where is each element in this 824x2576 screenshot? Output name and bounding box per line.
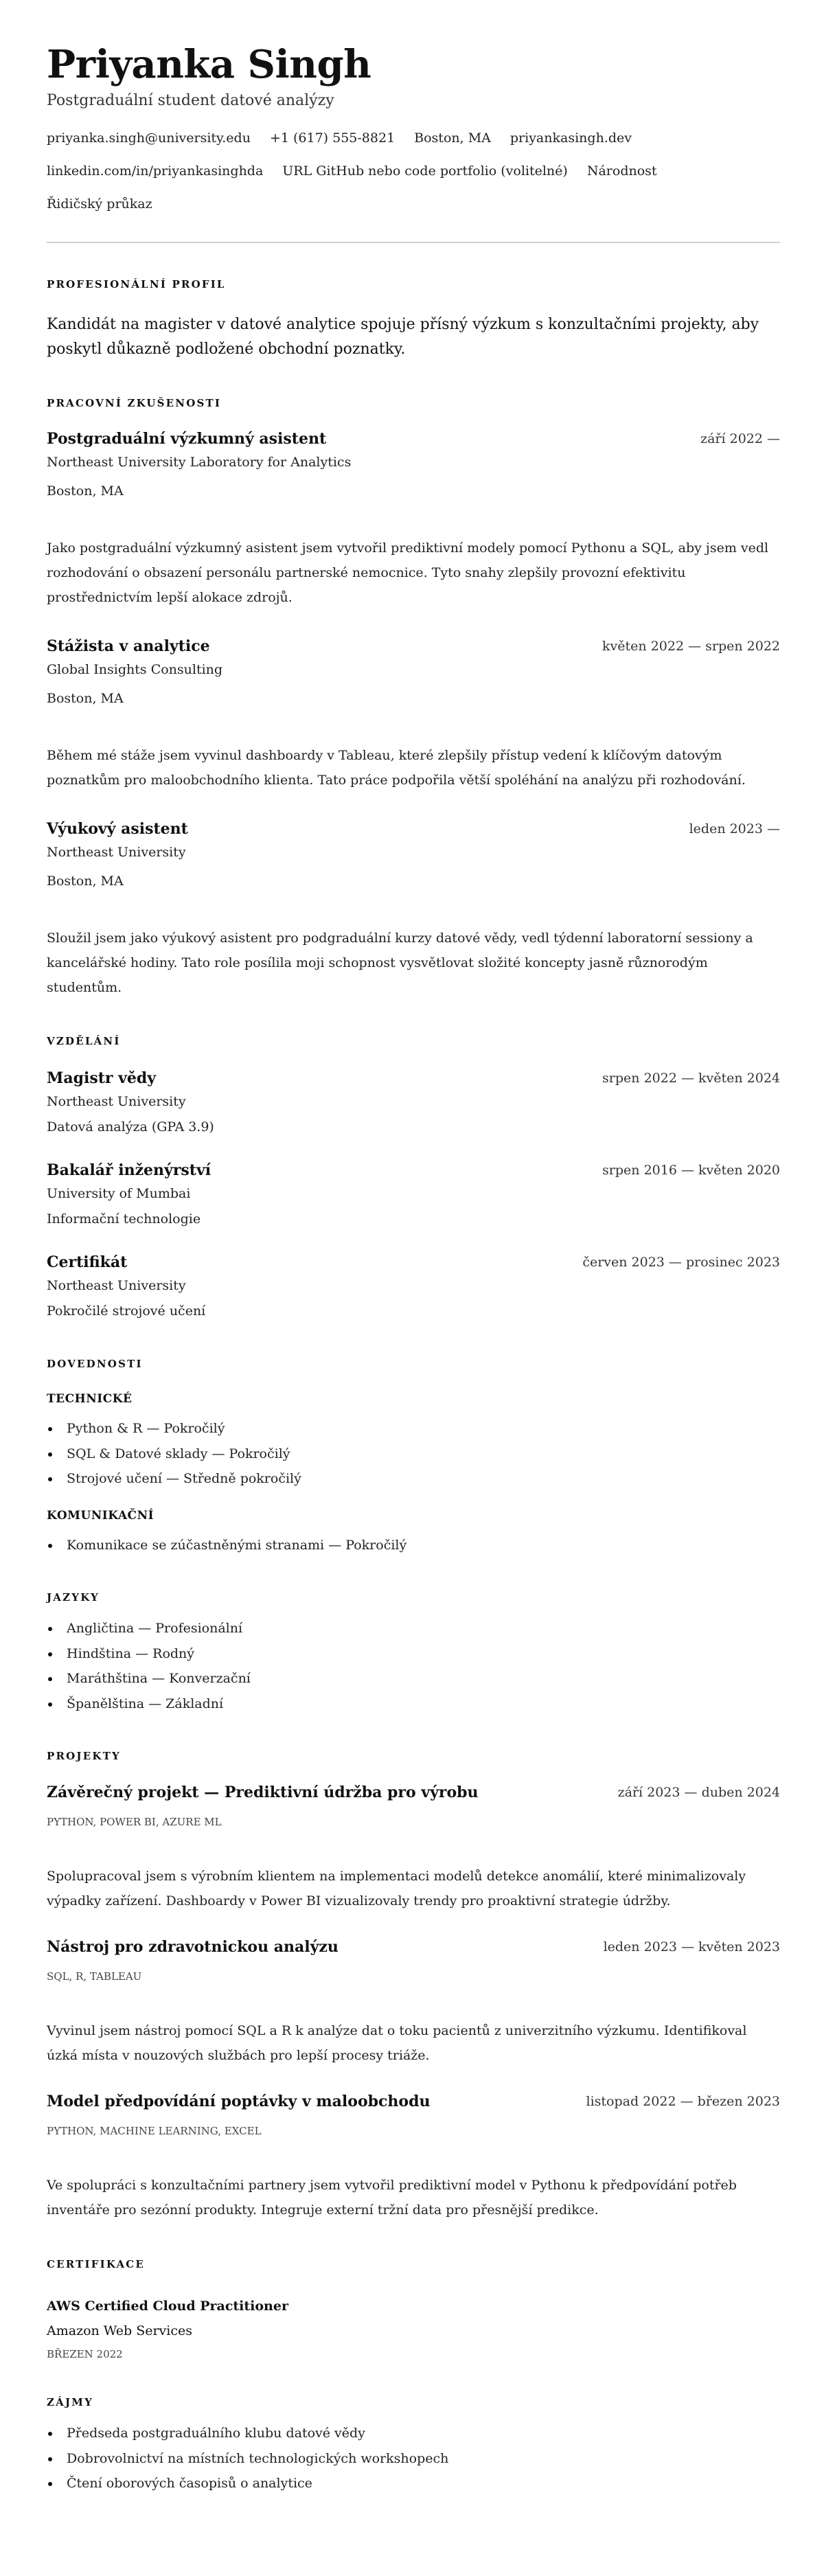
experience-item (47, 817, 780, 1000)
skill-list (47, 1533, 780, 1558)
job-company: Northeast University Laboratory for Analytics (47, 455, 352, 470)
certification-issuer: Amazon Web Services (47, 2323, 193, 2338)
contact-location: Boston, MA (414, 130, 491, 146)
section-heading: PRACOVNÍ ZKUŠENOSTI (47, 397, 222, 409)
school: University of Mumbai (47, 1186, 191, 1201)
section-heading: ZÁJMY (47, 2396, 93, 2408)
candidate-name: Priyanka Singh (47, 42, 371, 87)
section-heading: JAZYKY (47, 1591, 100, 1604)
project-item (47, 1935, 780, 2068)
job-date: září 2022 — (700, 431, 780, 446)
contact-github: URL GitHub nebo code portfolio (volitelné) (282, 163, 568, 179)
project-item (47, 2090, 780, 2222)
certification-date: BŘEZEN 2022 (47, 2348, 123, 2360)
education-item (47, 1159, 780, 1231)
interests-section (47, 2395, 780, 2496)
contact-nationality: Národnost (586, 163, 657, 179)
school: Northeast University (47, 1278, 186, 1293)
project-description: Vyvinul jsem nástroj pomocí SQL a R k analýze dat o toku pacientů z univerzitního výzkumu. Identifikoval úzká místa v nouzových službách pro lepší procesy triáže. (47, 2023, 747, 2063)
project-tags: PYTHON, MACHINE LEARNING, EXCEL (47, 2125, 262, 2137)
section-heading: DOVEDNOSTI (47, 1358, 143, 1370)
degree: Certifikát (47, 1253, 128, 1271)
project-title: Model předpovídání poptávky v maloobchodu (47, 2093, 431, 2110)
job-date: květen 2022 — srpen 2022 (602, 639, 780, 654)
project-description: Spolupracoval jsem s výrobním klientem na implementaci modelů detekce anomálií, které minimalizovaly výpadky zařízení. Dashboardy v Power BI vizualizovaly trendy pro proaktivní strategie údržby. (47, 1869, 746, 1908)
contact-linkedin[interactable]: linkedin.com/in/priyankasinghda (47, 163, 264, 179)
language-item: Hindština — Rodný (47, 1641, 780, 1667)
education-date: červen 2023 — prosinec 2023 (582, 1255, 780, 1270)
contact-info (47, 122, 780, 220)
job-location: Boston, MA (47, 483, 124, 499)
skill-group-title: TECHNICKÉ (47, 1392, 133, 1406)
certification-title: AWS Certified Cloud Practitioner (47, 2299, 288, 2314)
job-description: Během mé stáže jsem vyvinul dashboardy v Tableau, které zlepšily přístup vedení k klíčovým datovým poznatkům pro maloobchodního klienta. Tato práce podpořila větší spoléhání na analýzu při rozhodování. (47, 748, 746, 788)
profile-section (47, 277, 780, 362)
skill-item: Komunikace se zúčastněnými stranami — Pokročilý (47, 1533, 780, 1558)
project-title: Závěrečný projekt — Prediktivní údržba pro výrobu (47, 1783, 479, 1801)
resume (47, 0, 780, 2496)
language-list (47, 1616, 780, 1716)
language-item: Maráthština — Konverzační (47, 1666, 780, 1691)
degree: Bakalář inženýrství (47, 1161, 211, 1179)
job-company: Northeast University (47, 845, 186, 860)
contact-drivers-license: Řidičský průkaz (47, 196, 152, 212)
contact-email[interactable]: priyanka.singh@university.edu (47, 130, 251, 146)
skill-list (47, 1416, 780, 1492)
contact-website[interactable]: priyankasingh.dev (510, 130, 632, 146)
job-title: Postgraduální výzkumný asistent (47, 430, 327, 448)
education-item (47, 1067, 780, 1139)
school: Northeast University (47, 1094, 186, 1109)
certifications-section (47, 2257, 780, 2362)
interest-item: Čtení oborových časopisů o analytice (47, 2471, 780, 2496)
project-date: listopad 2022 — březen 2023 (586, 2094, 780, 2109)
job-title: Stážista v analytice (47, 637, 210, 655)
job-date: leden 2023 — (689, 821, 780, 836)
field-of-study: Datová analýza (GPA 3.9) (47, 1119, 214, 1135)
skill-item: SQL & Datové sklady — Pokročilý (47, 1441, 780, 1467)
section-heading: VZDĚLÁNÍ (47, 1035, 121, 1047)
experience-item (47, 427, 780, 610)
interest-item: Dobrovolnictví na místních technologických workshopech (47, 2446, 780, 2472)
job-title: Výukový asistent (47, 820, 188, 838)
section-heading: CERTIFIKACE (47, 2258, 146, 2270)
field-of-study: Pokročilé strojové učení (47, 1303, 206, 1319)
skill-item: Strojové učení — Středně pokročilý (47, 1466, 780, 1492)
skill-group-title: KOMUNIKAČNÍ (47, 1508, 154, 1523)
education-date: srpen 2016 — květen 2020 (602, 1163, 780, 1178)
education-item (47, 1251, 780, 1323)
skills-section (47, 1357, 780, 1558)
section-heading: PROFESIONÁLNÍ PROFIL (47, 278, 226, 290)
contact-phone[interactable]: +1 (617) 555-8821 (269, 130, 396, 146)
project-tags: PYTHON, POWER BI, AZURE ML (47, 1816, 222, 1828)
header-divider (47, 242, 780, 243)
project-description: Ve spolupráci s konzultačními partnery jsem vytvořil prediktivní model v Pythonu k předpovídání potřeb inventáře pro sezónní produkty. Integruje externí tržní data pro přesnější predikce. (47, 2178, 737, 2218)
language-item: Španělština — Základní (47, 1691, 780, 1717)
field-of-study: Informační technologie (47, 1211, 201, 1227)
job-location: Boston, MA (47, 874, 124, 889)
project-title: Nástroj pro zdravotnickou analýzu (47, 1938, 339, 1956)
interest-list (47, 2421, 780, 2496)
project-date: září 2023 — duben 2024 (617, 1785, 780, 1800)
resume-header (47, 41, 780, 220)
skill-item: Python & R — Pokročilý (47, 1416, 780, 1441)
job-location: Boston, MA (47, 691, 124, 706)
job-company: Global Insights Consulting (47, 662, 223, 677)
experience-section (47, 396, 780, 1000)
education-section (47, 1034, 780, 1323)
project-date: leden 2023 — květen 2023 (603, 1939, 780, 1954)
candidate-headline: Postgraduální student datové analýzy (47, 92, 334, 109)
job-description: Jako postgraduální výzkumný asistent jsem vytvořil prediktivní modely pomocí Pythonu a SQL, aby jsem vedl rozhodování o obsazení personálu partnerské nemocnice. Tyto snahy zlepšily provozní efektivitu prostřednictvím lepší alokace zdrojů. (47, 540, 769, 605)
experience-item (47, 635, 780, 793)
education-date: srpen 2022 — květen 2024 (602, 1071, 780, 1086)
languages-section (47, 1591, 780, 1716)
project-tags: SQL, R, TABLEAU (47, 1970, 142, 1983)
job-description: Sloužil jsem jako výukový asistent pro podgraduální kurzy datové vědy, vedl týdenní laboratorní sessiony a kancelářské hodiny. Tato role posílila moji schopnost vysvětlovat složité koncepty jasně různorodým studentům. (47, 931, 753, 995)
language-item: Angličtina — Profesionální (47, 1616, 780, 1641)
projects-section (47, 1749, 780, 2222)
interest-item: Předseda postgraduálního klubu datové vědy (47, 2421, 780, 2446)
section-heading: PROJEKTY (47, 1750, 121, 1762)
degree: Magistr vědy (47, 1069, 157, 1087)
profile-text: Kandidát na magister v datové analytice spojuje přísný výzkum s konzultačními projekty, aby poskytl důkazně podložené obchodní poznatky. (47, 316, 759, 358)
project-item (47, 1781, 780, 1913)
